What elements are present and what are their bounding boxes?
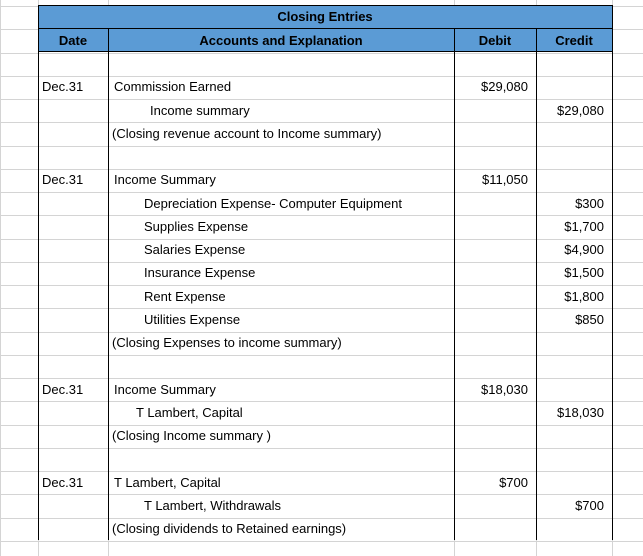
debit-account: Income Summary <box>114 172 216 187</box>
credit-account: Salaries Expense <box>144 242 246 257</box>
debit-amount: $11,050 <box>481 172 528 187</box>
grid-row-line <box>0 355 643 356</box>
entry-date: Dec.31 <box>42 172 84 187</box>
grid-row-line <box>0 448 643 449</box>
credit-account: Insurance Expense <box>144 265 256 280</box>
debit-amount: $18,030 <box>481 382 528 397</box>
header-accounts: Accounts and Explanation <box>199 33 363 48</box>
entry-explanation: (Closing revenue account to Income summary) <box>112 126 382 141</box>
entry-explanation: (Closing Expenses to income summary) <box>112 335 342 350</box>
credit-amount: $300 <box>575 196 604 211</box>
debit-amount: $29,080 <box>481 79 528 94</box>
title-border-bottom <box>38 28 612 29</box>
credit-account: Supplies Expense <box>144 219 249 234</box>
accounts-column-border <box>454 28 455 540</box>
grid-row-line <box>0 146 643 147</box>
grid-col-line <box>0 0 1 556</box>
credit-account: Rent Expense <box>144 289 226 304</box>
entry-date: Dec.31 <box>42 79 84 94</box>
header-date: Date <box>58 33 88 48</box>
entry-explanation: (Closing dividends to Retained earnings) <box>112 521 347 536</box>
table-border-right <box>612 5 613 540</box>
date-column-border <box>108 28 109 540</box>
entry-date: Dec.31 <box>42 475 84 490</box>
table-border-left <box>38 5 39 540</box>
table-title: Closing Entries <box>277 9 373 24</box>
grid-row-line <box>0 541 643 542</box>
credit-amount: $700 <box>575 498 604 513</box>
credit-account: T Lambert, Withdrawals <box>144 498 282 513</box>
entry-explanation: (Closing Income summary ) <box>112 428 271 443</box>
credit-account: T Lambert, Capital <box>136 405 243 420</box>
entry-date: Dec.31 <box>42 382 84 397</box>
credit-amount: $18,030 <box>557 405 604 420</box>
credit-account: Depreciation Expense- Computer Equipment <box>144 196 402 211</box>
debit-account: T Lambert, Capital <box>114 475 221 490</box>
debit-column-border <box>536 28 537 540</box>
debit-account: Income Summary <box>114 382 216 397</box>
credit-amount: $1,500 <box>564 265 604 280</box>
credit-amount: $29,080 <box>557 103 604 118</box>
credit-amount: $850 <box>575 312 604 327</box>
debit-amount: $700 <box>499 475 528 490</box>
header-debit: Debit <box>478 33 512 48</box>
credit-account: Utilities Expense <box>144 312 241 327</box>
grid-row-line <box>0 53 643 54</box>
credit-amount: $1,800 <box>564 289 604 304</box>
table-border-top <box>38 5 612 6</box>
credit-amount: $4,900 <box>564 242 604 257</box>
debit-account: Commission Earned <box>114 79 232 94</box>
header-border-bottom <box>38 51 612 52</box>
credit-account: Income summary <box>150 103 250 118</box>
header-credit: Credit <box>555 33 593 48</box>
credit-amount: $1,700 <box>564 219 604 234</box>
